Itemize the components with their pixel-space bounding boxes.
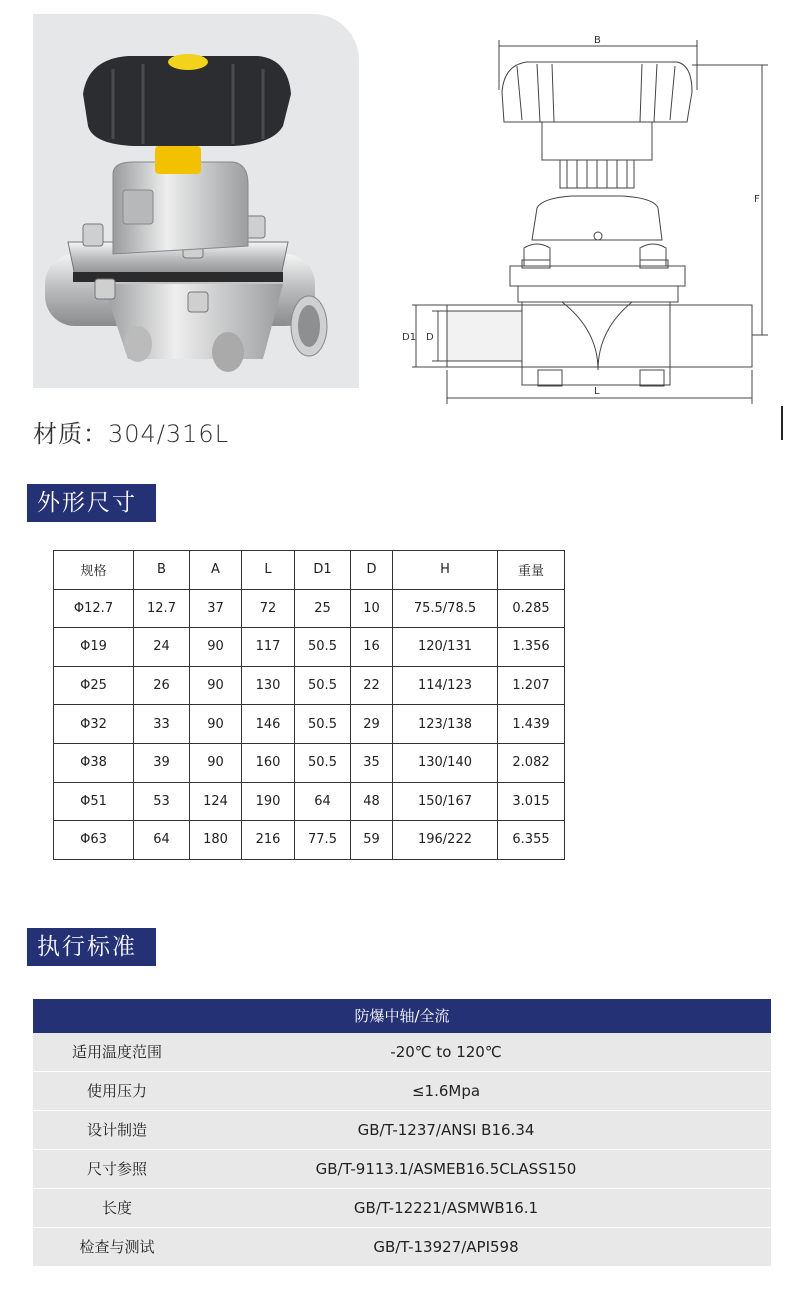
table-cell: Φ38: [54, 743, 134, 782]
section-title-standards: 执行标准: [27, 928, 156, 966]
product-photo: [33, 14, 359, 388]
table-cell: 77.5: [295, 821, 351, 860]
standards-table-header: 防爆中轴/全流: [33, 999, 771, 1033]
standard-value: -20℃ to 120℃: [390, 1043, 502, 1061]
table-cell: 216: [242, 821, 295, 860]
table-cell: 124: [190, 782, 242, 821]
table-cell: 12.7: [134, 589, 190, 628]
table-cell: Φ25: [54, 666, 134, 705]
table-cell: 130: [242, 666, 295, 705]
table-row: [54, 821, 565, 860]
standards-row: [33, 1033, 771, 1072]
table-cell: 160: [242, 743, 295, 782]
dim-b-label: B: [594, 35, 601, 46]
table-cell: 120/131: [393, 628, 498, 667]
standards-row: [33, 1189, 771, 1228]
dim-d-label: D: [426, 332, 434, 343]
table-cell: 25: [295, 589, 351, 628]
table-cell: 150/167: [393, 782, 498, 821]
dim-l-label: L: [594, 386, 600, 397]
table-cell: 24: [134, 628, 190, 667]
table-cell: 196/222: [393, 821, 498, 860]
table-cell: 59: [351, 821, 393, 860]
table-row: [54, 782, 565, 821]
table-cell: 90: [190, 628, 242, 667]
standards-row: [33, 1228, 771, 1267]
table-row: [54, 666, 565, 705]
standard-value: ≤1.6Mpa: [411, 1082, 481, 1100]
table-cell: 1.207: [498, 666, 565, 705]
table-cell: Φ32: [54, 705, 134, 744]
diaphragm-valve-image: [33, 14, 359, 388]
standard-key: 长度: [101, 1199, 132, 1217]
table-cell: 50.5: [295, 743, 351, 782]
standards-row: [33, 1072, 771, 1111]
table-cell: 10: [351, 589, 393, 628]
table-cell: 22: [351, 666, 393, 705]
table-cell: 117: [242, 628, 295, 667]
standard-key: 检查与测试: [79, 1238, 155, 1256]
table-cell: 75.5/78.5: [393, 589, 498, 628]
header-cell: 规格: [54, 551, 134, 590]
table-cell: 48: [351, 782, 393, 821]
standard-key: 适用温度范围: [71, 1043, 162, 1061]
header-cell: B: [134, 551, 190, 590]
standards-row: [33, 1150, 771, 1189]
table-cell: 26: [134, 666, 190, 705]
table-cell: Φ51: [54, 782, 134, 821]
size-table-header-row: [54, 551, 565, 590]
standard-value: GB/T-13927/API598: [373, 1238, 519, 1256]
header-cell: A: [190, 551, 242, 590]
table-cell: 190: [242, 782, 295, 821]
standard-value: GB/T-12221/ASMWB16.1: [353, 1199, 539, 1217]
table-cell: 3.015: [498, 782, 565, 821]
table-cell: 0.285: [498, 589, 565, 628]
standards-table: [33, 999, 771, 1267]
standards-row: [33, 1111, 771, 1150]
table-cell: 64: [134, 821, 190, 860]
standard-key: 使用压力: [86, 1082, 147, 1100]
table-cell: 50.5: [295, 628, 351, 667]
valve-dimension-drawing: [392, 30, 792, 410]
section-title-dimensions: 外形尺寸: [27, 484, 156, 522]
table-cell: 146: [242, 705, 295, 744]
table-cell: 90: [190, 666, 242, 705]
material-text: 材质：304/316L: [33, 420, 230, 448]
table-cell: 1.356: [498, 628, 565, 667]
table-cell: 180: [190, 821, 242, 860]
header-cell: D1: [295, 551, 351, 590]
table-row: [54, 743, 565, 782]
table-cell: 50.5: [295, 705, 351, 744]
table-cell: 33: [134, 705, 190, 744]
table-cell: 39: [134, 743, 190, 782]
dim-d1-label: D1: [402, 332, 417, 343]
standard-key: 尺寸参照: [86, 1160, 147, 1178]
table-row: [54, 628, 565, 667]
standard-value: GB/T-9113.1/ASMEB16.5CLASS150: [315, 1160, 577, 1178]
table-cell: 72: [242, 589, 295, 628]
table-cell: 50.5: [295, 666, 351, 705]
table-cell: Φ19: [54, 628, 134, 667]
table-cell: 114/123: [393, 666, 498, 705]
table-cell: Φ63: [54, 821, 134, 860]
dim-f-label: F: [754, 194, 760, 205]
header-cell: D: [351, 551, 393, 590]
table-cell: 64: [295, 782, 351, 821]
table-cell: 35: [351, 743, 393, 782]
table-cell: Φ12.7: [54, 589, 134, 628]
table-cell: 1.439: [498, 705, 565, 744]
size-table: [53, 550, 565, 860]
divider-bar: [781, 406, 783, 440]
table-row: [54, 589, 565, 628]
table-cell: 6.355: [498, 821, 565, 860]
table-cell: 16: [351, 628, 393, 667]
table-cell: 2.082: [498, 743, 565, 782]
table-cell: 90: [190, 743, 242, 782]
standard-key: 设计制造: [86, 1121, 147, 1139]
table-cell: 53: [134, 782, 190, 821]
table-cell: 29: [351, 705, 393, 744]
standard-value: GB/T-1237/ANSI B16.34: [357, 1121, 535, 1139]
header-cell: L: [242, 551, 295, 590]
table-row: [54, 705, 565, 744]
table-cell: 37: [190, 589, 242, 628]
table-cell: 123/138: [393, 705, 498, 744]
table-cell: 90: [190, 705, 242, 744]
header-cell: H: [393, 551, 498, 590]
header-cell: 重量: [498, 551, 565, 590]
table-cell: 130/140: [393, 743, 498, 782]
